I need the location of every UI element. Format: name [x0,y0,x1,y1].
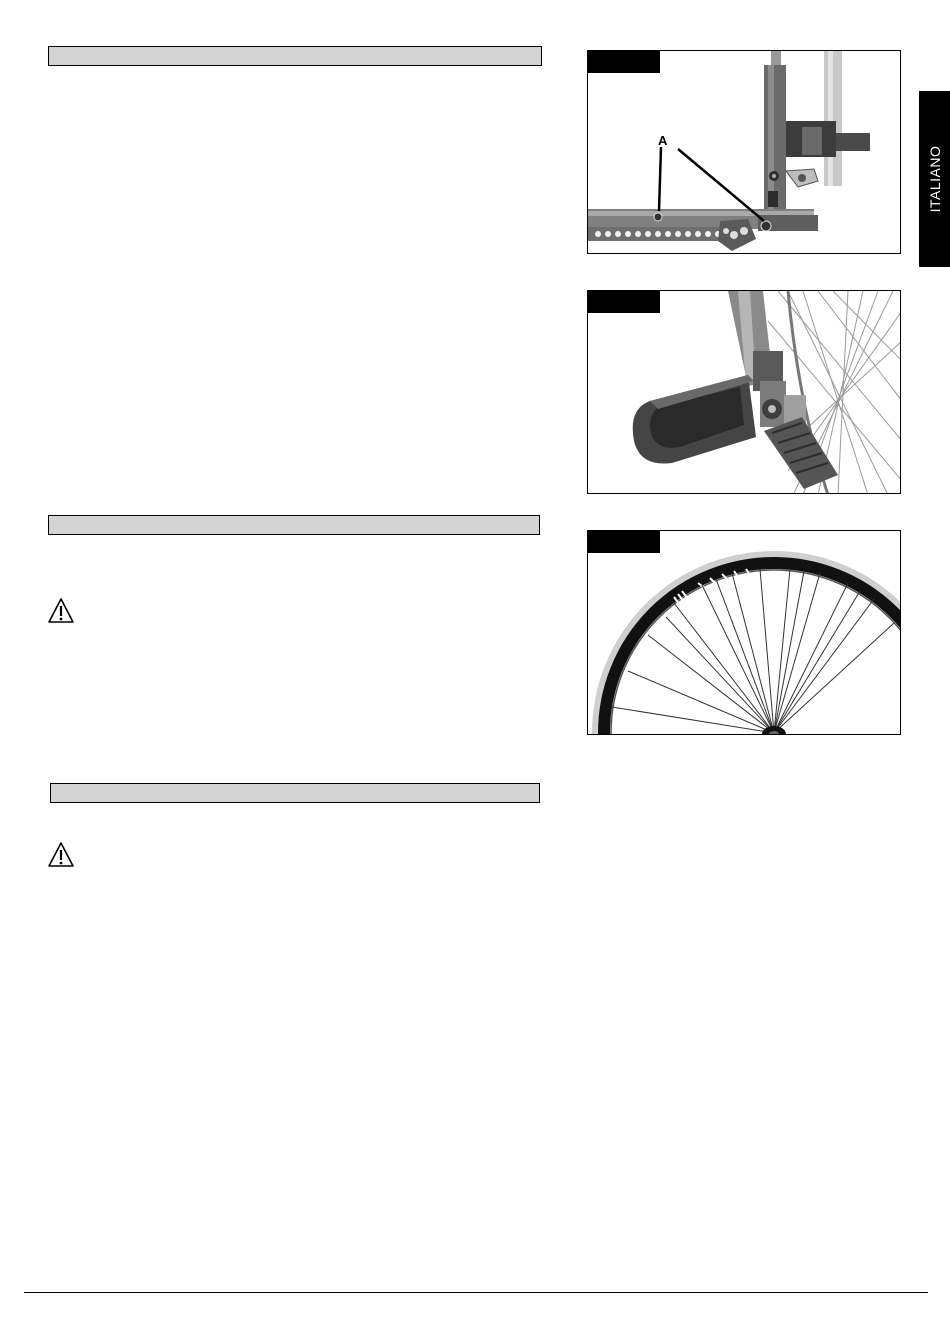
figure-number-tab [588,291,660,313]
section-header-bar-2 [48,515,540,535]
section-header-bar-3 [50,783,540,803]
figure-number-tab [588,51,660,73]
language-label: ITALIANO [926,145,943,213]
figure-footrest-hanger [587,50,901,254]
language-side-tab [919,91,950,267]
figure-rear-wheel [587,530,901,735]
callout-label-a: A [658,133,668,148]
footer-rule [24,1292,928,1293]
footplate-illustration [588,291,901,494]
figure-number-tab [588,531,660,553]
footrest-hanger-illustration [588,51,901,254]
rear-wheel-illustration [588,531,901,735]
section-header-bar-1 [48,46,542,66]
warning-triangle-icon [47,841,75,869]
figure-footplate [587,290,901,494]
warning-triangle-icon [47,597,75,625]
